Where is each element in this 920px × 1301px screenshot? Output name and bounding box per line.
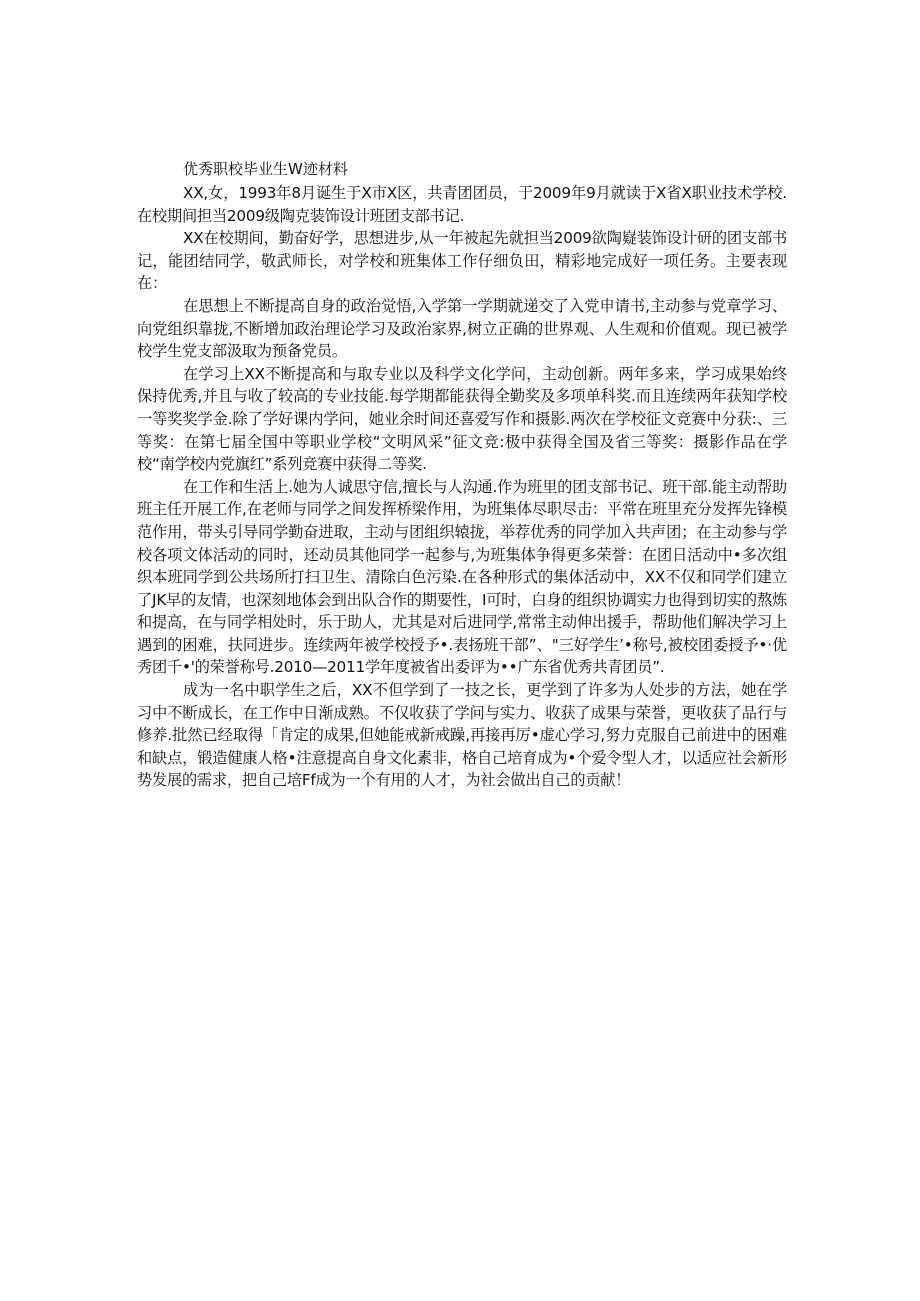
paragraph-conclusion: 成为一名中职学生之后，XX不但学到了一技之长，更学到了许多为人处步的方法，她在学习中不断成长，在工作中日渐成熟。不仅收获了学问与实力、收获了成果与荣誉，更收获了品行与修养.批然已经取得「肯定的成果,但她能戒新戒躁,再接再厉•虚心学习,努力克服自己前进中的困难和缺点，锻造健康人格•注意提高自身文化素非，格自己培育成为•个爱令型人才，以适应社会新形势发展的需求，把自己培Ff成为一个有用的人才，为社会做出自己的贡献！ (137, 681, 787, 790)
paragraph-political: 在思想上不断提高自身的政治觉悟,入学第一学期就递交了入党申请书,主动参与党章学习、向党组织靠拢,不断增加政治理论学习及政治家界,树立正确的世界观、人生观和价值观。现已被学校学生党支部汲取为预备党员。 (137, 296, 787, 361)
paragraph-work-life: 在工作和生活上.她为人诚思守信,擅长与人沟通.作为班里的团支部书记、班干部.能主动帮助班主任开展工作,在老师与同学之间发挥桥梁作用，为班集体尽职尽击：平常在班里充分发挥先锋模范作用，带头引导同学勤奋进取，主动与团组织辕拢，举荐优秀的同学加入共声团；在主动参与学校各项文体活动的同时，还动员其他同学一起参与,为班集体争得更多荣誉：在团日活动中•多次组织本班同学到公共场所打扫卫生、清除白色污染.在各种形式的集体活动中，XX不仅和同学们建立了JK早的友情，也深刻地体会到出队合作的期要性，I可时，白身的组织协调实力也得到切实的熬炼和提高，在与同学相处时，乐于助人，尤其是对后进同学,常常主动伸出援手，帮助他们解决学习上遇到的困难，扶同进步。连续两年被学校授予•.表扬班干部”、"三好学生’•称号,被校团委授予•·优秀团千•'的荣誉称号.2010—2011学年度被省出委评为••广东省优秀共青团员”. (137, 477, 787, 677)
document-body (137, 158, 787, 792)
paragraph-study: 在学习上XX不断提高和与取专业以及科学文化学问，主动创新。两年多来，学习成果始终保持优秀,并且与收了较高的专业技能.每学期都能获得全勤奖及多项单科奖.而且连续两年获知学校一等奖奖学金.除了学好课内学问，她业余时间还喜爱写作和摄影.两次在学校征文竞赛中分获:、三等奖：在第七届全国中等职业学校“文明风采”征文竞:极中获得全国及省三等奖：摄影作品在学校“南学校内党旗红”系列竞赛中获得二等奖. (137, 364, 787, 474)
paragraph-intro: XX,女，1993年8月诞生于X市X区，共青团团员，于2009年9月就读于X省X职业技术学校.在校期间担当2009级陶克装饰设计班团支部书记. (137, 184, 787, 225)
document-title: 优秀职校毕业生W迹材料 (183, 160, 348, 178)
paragraph-overview: XX在校期间，勤奋好学，思想进步,从一年被起先就担当2009欲陶嶷装饰设计研的团支部书记，能团结同学，敬武师长，对学校和班集体工作仔细负田，精彩地完成好一项任务。主要表现在： (137, 229, 787, 293)
